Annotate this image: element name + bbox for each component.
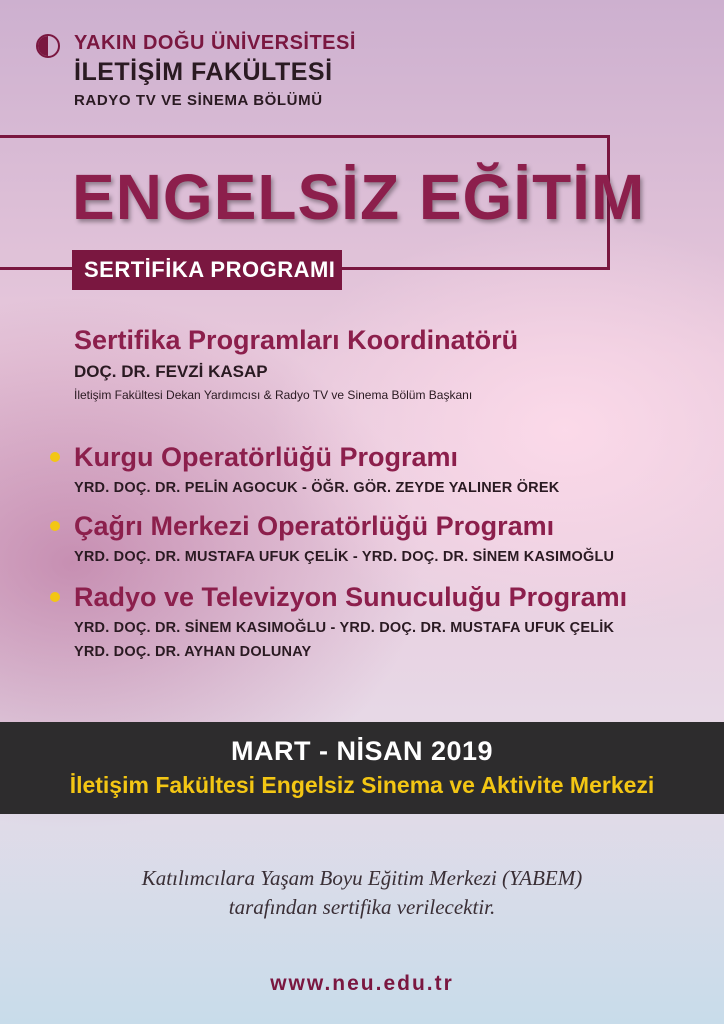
program-instructors: YRD. DOÇ. DR. MUSTAFA UFUK ÇELİK - YRD. DOÇ. DR. SİNEM KASIMOĞLU bbox=[74, 549, 615, 565]
certificate-note bbox=[0, 864, 724, 922]
event-date: MART - NİSAN 2019 bbox=[230, 736, 494, 766]
university-logo-icon bbox=[36, 34, 60, 58]
event-venue: İletişim Fakültesi Engelsiz Sinema ve Aktivite Merkezi bbox=[69, 772, 655, 798]
program-instructors-2: YRD. DOÇ. DR. AYHAN DOLUNAY bbox=[74, 644, 312, 660]
program-title: Radyo ve Televizyon Sunuculuğu Programı bbox=[74, 582, 628, 612]
department-name: RADYO TV VE SİNEMA BÖLÜMÜ bbox=[74, 92, 323, 109]
note-line-1: Katılımcılara Yaşam Boyu Eğitim Merkezi (YABEM) bbox=[141, 866, 583, 890]
coordinator-role: İletişim Fakültesi Dekan Yardımcısı & Radyo TV ve Sinema Bölüm Başkanı bbox=[74, 388, 473, 402]
main-title: ENGELSİZ EĞİTİM bbox=[72, 161, 646, 233]
university-name: YAKIN DOĞU ÜNİVERSİTESİ bbox=[74, 32, 356, 54]
note-line-2: tarafından sertifika verilecektir. bbox=[228, 895, 496, 919]
bullet-icon bbox=[50, 452, 60, 462]
coordinator-name: DOÇ. DR. FEVZİ KASAP bbox=[74, 362, 268, 381]
coordinator-title: Sertifika Programları Koordinatörü bbox=[74, 325, 519, 355]
program-title: Çağrı Merkezi Operatörlüğü Programı bbox=[74, 511, 555, 541]
program-instructors: YRD. DOÇ. DR. PELİN AGOCUK - ÖĞR. GÖR. ZEYDE YALINER ÖREK bbox=[74, 480, 560, 496]
program-title: Kurgu Operatörlüğü Programı bbox=[74, 442, 459, 472]
subtitle: SERTİFİKA PROGRAMI bbox=[84, 257, 336, 282]
website-link[interactable]: www.neu.edu.tr bbox=[270, 972, 454, 995]
bullet-icon bbox=[50, 521, 60, 531]
faculty-name: İLETİŞİM FAKÜLTESİ bbox=[74, 58, 333, 86]
program-instructors: YRD. DOÇ. DR. SİNEM KASIMOĞLU - YRD. DOÇ. DR. MUSTAFA UFUK ÇELİK bbox=[74, 620, 615, 636]
bullet-icon bbox=[50, 592, 60, 602]
